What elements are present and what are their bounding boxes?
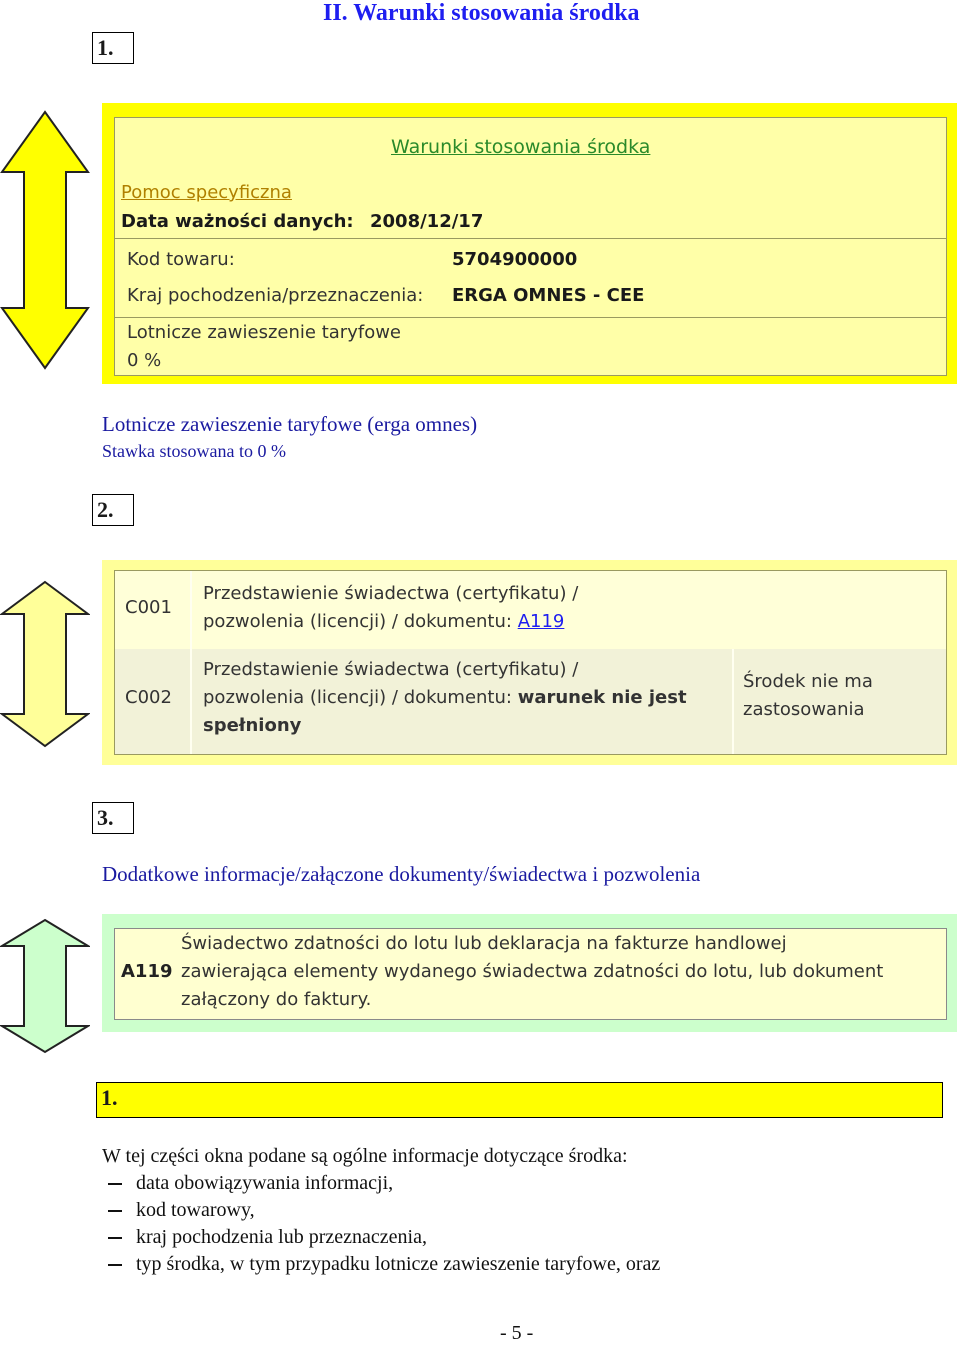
table-row	[115, 649, 946, 754]
double-arrow-vertical-icon	[0, 580, 90, 748]
marker-3: 3.	[92, 802, 134, 834]
dash-bullet	[108, 1210, 122, 1212]
result-text: zastosowania	[743, 699, 865, 720]
document-description: Świadectwo zdatności do lotu lub deklaracja na fakturze handlowej	[181, 933, 787, 954]
condition-text-prefix: pozwolenia (licencji) / dokumentu:	[203, 687, 518, 708]
screenshot-additional-documents	[102, 914, 957, 1032]
double-arrow-vertical-icon	[0, 918, 90, 1054]
origin-label: Kraj pochodzenia/przeznaczenia:	[127, 285, 424, 306]
list-item	[108, 1172, 393, 1195]
list-item-text: data obowiązywania informacji,	[136, 1172, 394, 1194]
document-description: zawierająca elementy wydanego świadectwa zdatności do lotu, lub dokument	[181, 961, 884, 982]
divider	[115, 317, 946, 318]
marker-2: 2.	[92, 494, 134, 526]
measure-label: Lotnicze zawieszenie taryfowe	[127, 322, 401, 343]
intro-text: W tej części okna podane są ogólne informacje dotyczące środka:	[102, 1145, 628, 1167]
divider	[732, 649, 734, 754]
commodity-label: Kod towaru:	[127, 249, 235, 270]
screenshot-measure-conditions	[102, 103, 957, 384]
help-link[interactable]: Pomoc specyficzna	[121, 182, 292, 203]
condition-text	[203, 611, 564, 632]
document-description: załączony do faktury.	[181, 989, 372, 1010]
list-item	[108, 1226, 427, 1249]
screenshot-conditions-table	[102, 560, 957, 765]
marker-1b: 1.	[101, 1085, 118, 1110]
dash-bullet	[108, 1183, 122, 1185]
double-arrow-vertical-icon	[0, 110, 90, 370]
page-number: - 5 -	[500, 1322, 534, 1344]
marker-1: 1.	[92, 32, 134, 64]
document-link-a119[interactable]: A119	[517, 611, 565, 632]
panel-title: Warunki stosowania środka	[391, 136, 651, 158]
date-value: 2008/12/17	[370, 211, 484, 232]
divider	[190, 649, 192, 754]
list-item-text: typ środka, w tym przypadku lotnicze zawieszenie taryfowe, oraz	[136, 1253, 661, 1275]
divider	[190, 571, 192, 649]
result-text: Środek nie ma	[743, 671, 873, 692]
divider	[115, 238, 946, 239]
condition-text-prefix: pozwolenia (licencji) / dokumentu:	[203, 611, 518, 632]
section-bar-1	[96, 1082, 943, 1118]
condition-code: C002	[125, 687, 172, 708]
condition-status: spełniony	[203, 715, 302, 736]
date-label: Data ważności danych:	[121, 211, 354, 232]
list-item	[108, 1199, 255, 1222]
list-item-text: kraj pochodzenia lub przeznaczenia,	[136, 1226, 427, 1248]
document-code: A119	[121, 961, 173, 982]
commodity-value: 5704900000	[452, 249, 578, 270]
measure-value: 0 %	[127, 350, 162, 371]
condition-status: warunek nie jest	[517, 687, 687, 708]
list-item-text: kod towarowy,	[136, 1199, 255, 1221]
condition-code: C001	[125, 597, 172, 618]
dash-bullet	[108, 1264, 122, 1266]
dash-bullet	[108, 1237, 122, 1239]
caption-title: Lotnicze zawieszenie taryfowe (erga omnes)	[102, 412, 478, 436]
additional-info-heading: Dodatkowe informacje/załączone dokumenty/świadectwa i pozwolenia	[102, 862, 701, 886]
section-heading: II. Warunki stosowania środka	[323, 0, 640, 26]
table-row	[115, 571, 946, 649]
list-item	[108, 1253, 660, 1276]
condition-text: Przedstawienie świadectwa (certyfikatu) /	[203, 583, 579, 604]
condition-text	[203, 687, 687, 708]
origin-value: ERGA OMNES - CEE	[452, 285, 645, 306]
caption-rate: Stawka stosowana to 0 %	[102, 441, 286, 461]
condition-text: Przedstawienie świadectwa (certyfikatu) /	[203, 659, 579, 680]
